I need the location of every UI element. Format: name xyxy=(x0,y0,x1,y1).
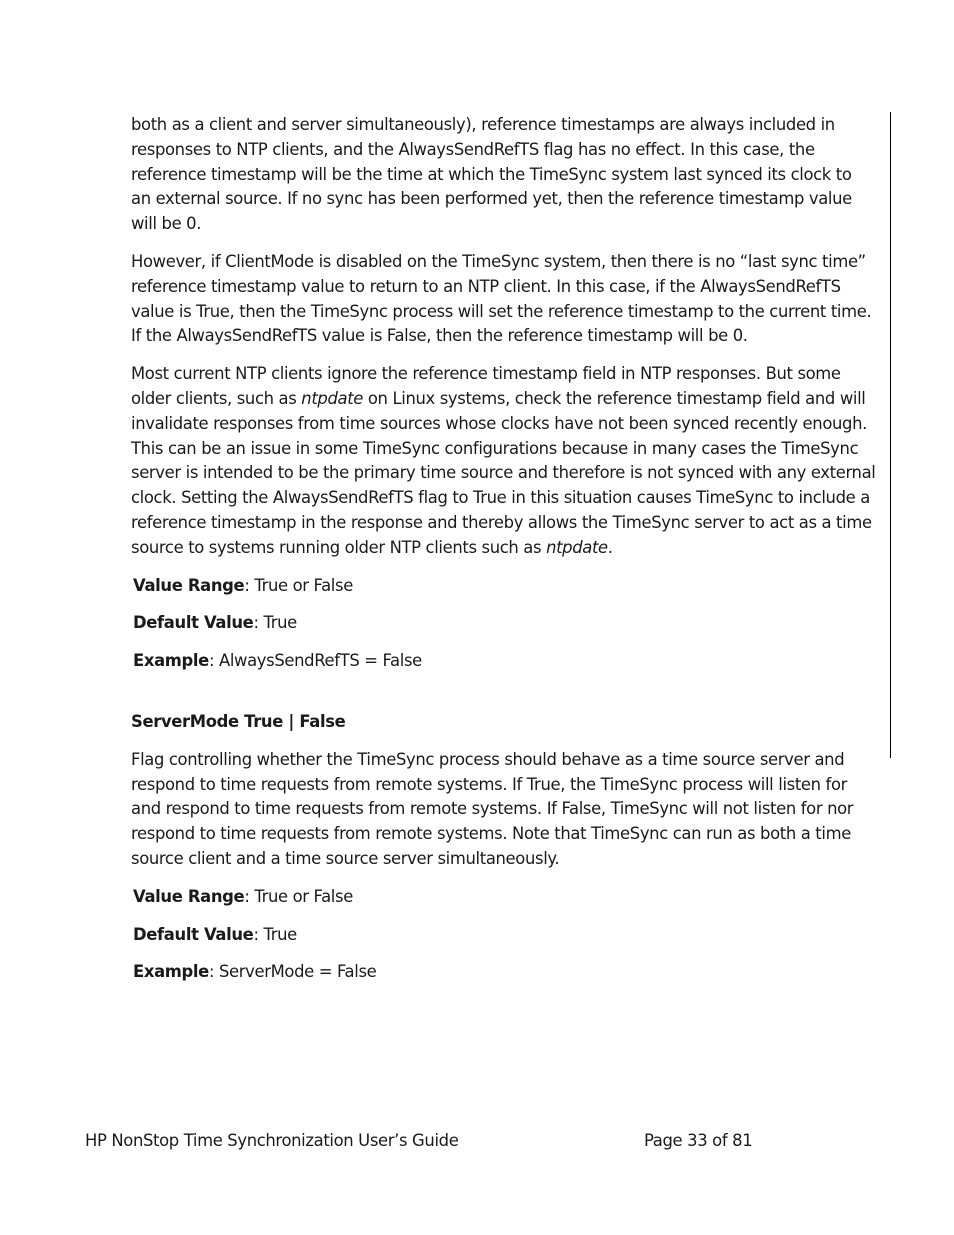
section-heading: ServerMode True | False xyxy=(131,711,346,731)
body-paragraph: However, if ClientMode is disabled on the TimeSync system, then there is no “last sync time” reference timestamp value to return to an NTP client. In this case, if the AlwaysSendRefTS value is True, then the TimeSync process will set the reference timestamp to the current time. If the AlwaysSendRefTS value is False, then the reference timestamp will be 0. xyxy=(131,251,872,346)
default-value-field xyxy=(133,923,876,948)
text-run: . xyxy=(607,537,613,557)
field-value: : True xyxy=(253,924,297,944)
field-label: Example xyxy=(133,962,209,982)
field-value: : True or False xyxy=(244,575,353,595)
text-run: on Linux systems, check the reference timestamp field and will invalidate responses from time sources whose clocks have not been synced recently enough. This can be an issue in some TimeSync configurations because in many cases the TimeSync server is intended to be the primary time source and therefore is not synced with any external clock. Setting the AlwaysSendRefTS flag to True in this situation causes TimeSync to include a reference timestamp in the response and thereby allows the TimeSync server to act as a time source to systems running older NTP clients such as xyxy=(131,388,876,557)
field-label: Default Value xyxy=(133,924,254,944)
example-field xyxy=(133,649,876,674)
page-number: Page 33 of 81 xyxy=(644,1131,753,1150)
field-value: : AlwaysSendRefTS = False xyxy=(208,651,422,671)
field-value: : True or False xyxy=(244,886,353,906)
value-range-field xyxy=(133,885,876,910)
revision-change-bar xyxy=(890,112,891,758)
field-label: Value Range xyxy=(133,575,245,595)
field-value: : ServerMode = False xyxy=(208,962,377,982)
body-paragraph xyxy=(131,362,876,560)
body-paragraph: both as a client and server simultaneously), reference timestamps are always included in responses to NTP clients, and the AlwaysSendRefTS flag has no effect. In this case, the reference timestamp will be the time at which the TimeSync system last synced its clock to an external source. If no sync has been performed yet, then the reference timestamp value will be 0. xyxy=(131,115,852,234)
field-label: Default Value xyxy=(133,613,254,633)
page-body xyxy=(131,113,876,998)
value-range-field xyxy=(133,574,876,599)
field-value: : True xyxy=(253,613,297,633)
command-name: ntpdate xyxy=(546,537,608,557)
command-name: ntpdate xyxy=(301,388,364,408)
body-paragraph: Flag controlling whether the TimeSync process should behave as a time source server and respond to time requests from remote systems. If True, the TimeSync process will listen for and respond to time requests from remote systems. If False, TimeSync will not listen for nor respond to time requests from remote systems. Note that TimeSync can run as both a time source client and a time source server simultaneously. xyxy=(131,749,854,868)
text-run: Most current NTP clients ignore the reference timestamp field in NTP responses. But some older clients, such as xyxy=(131,364,841,408)
example-field xyxy=(133,960,876,985)
field-label: Value Range xyxy=(133,886,245,906)
default-value-field xyxy=(133,611,876,636)
document-title: HP NonStop Time Synchronization User’s Guide xyxy=(85,1131,459,1150)
field-label: Example xyxy=(133,651,209,671)
